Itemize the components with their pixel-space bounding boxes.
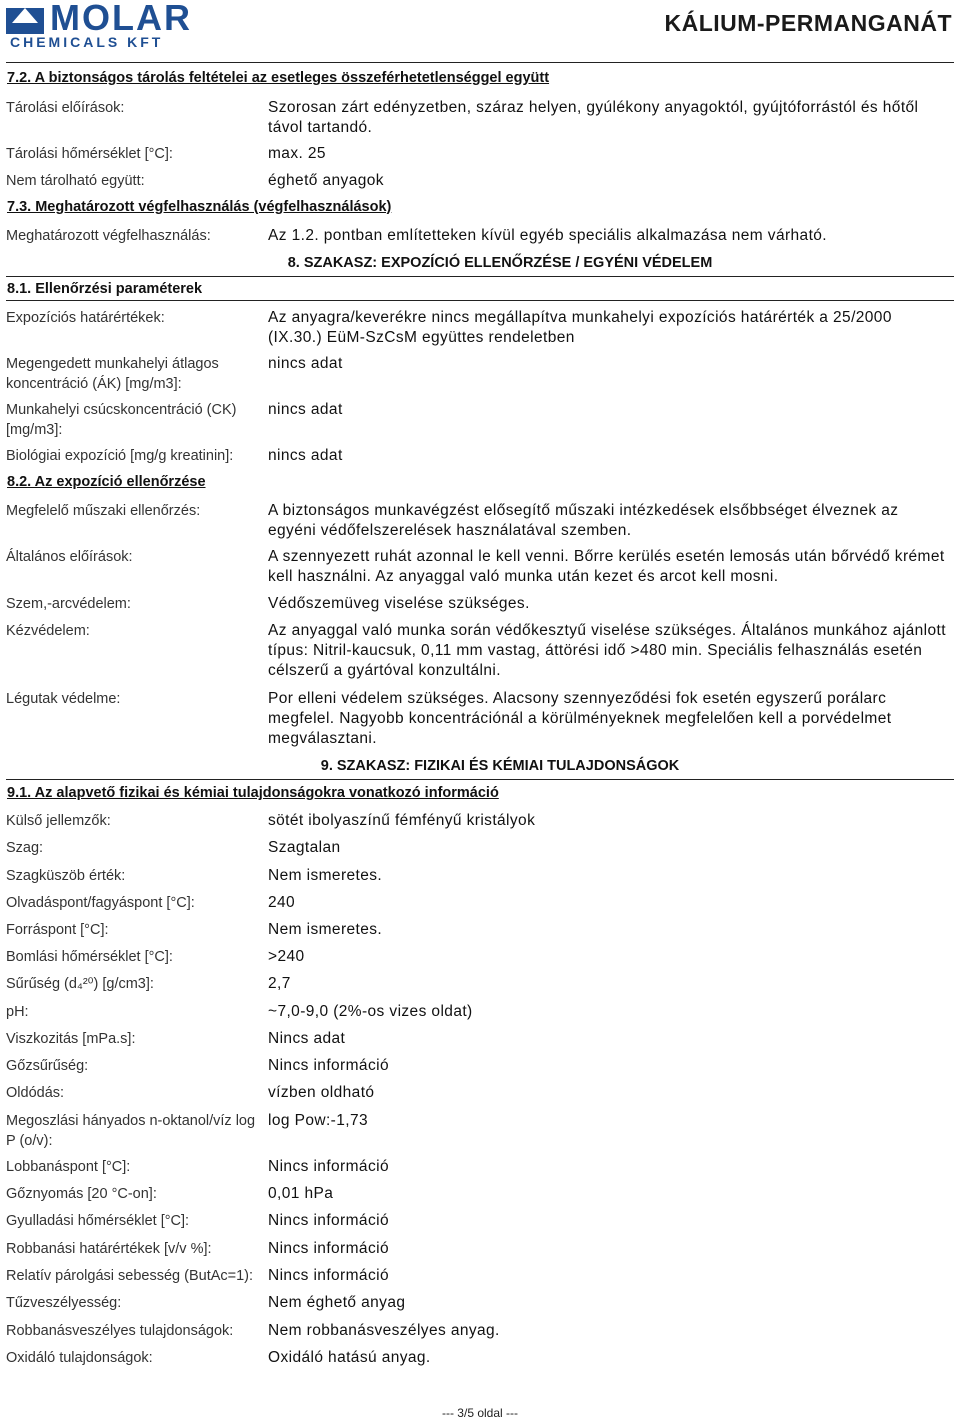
property-label: Viszkozitás [mPa.s]: (6, 1031, 136, 1047)
logo-name: MOLAR (50, 0, 192, 38)
header-divider (6, 62, 954, 63)
company-logo (6, 2, 226, 50)
section-divider (6, 276, 954, 277)
field-label: Megfelelő műszaki ellenőrzés: (6, 503, 201, 519)
field-label: Tárolási hőmérséklet [°C]: (6, 146, 173, 162)
field-label: Tárolási előírások: (6, 100, 125, 116)
section-9-title: 9. SZAKASZ: FIZIKAI ÉS KÉMIAI TULAJDONSÁGOK (320, 758, 680, 774)
field-value: A szennyezett ruhát azonnal le kell venni. Bőrre kerülés esetén lemosás után bőrvédő krémet kell használni. Az anyaggal való munka után kezet és arcot kell mosni. (268, 548, 945, 585)
property-value: ~7,0-9,0 (2%-os vizes oldat) (268, 1003, 473, 1020)
property-value: Nincs információ (268, 1240, 389, 1257)
field-label: Meghatározott végfelhasználás: (6, 228, 211, 244)
property-label: Olvadáspont/fagyáspont [°C]: (6, 895, 195, 911)
property-value: vízben oldható (268, 1084, 375, 1101)
logo-subtitle: CHEMICALS KFT (10, 34, 164, 50)
field-label: Megengedett munkahelyi átlagos koncentráció (ÁK) [mg/m3]: (6, 356, 219, 392)
property-value: Szagtalan (268, 839, 341, 856)
property-label: Sűrűség (d₄²⁰) [g/cm3]: (6, 976, 154, 992)
property-value: Nincs információ (268, 1158, 389, 1175)
property-label: Szag: (6, 840, 44, 856)
property-label: Megoszlási hányados n-oktanol/víz log P (o/v): (6, 1113, 256, 1149)
section-divider (6, 300, 954, 301)
property-label: Gőzsűrűség: (6, 1058, 89, 1074)
field-value: Az anyagra/keverékre nincs megállapítva munkahelyi expozíciós határérték a 25/2000 (IX.30.) EüM-SzCsM együttes rendeletben (268, 309, 892, 346)
property-label: Szagküszöb érték: (6, 868, 126, 884)
property-value: Nincs információ (268, 1212, 389, 1229)
field-value: A biztonságos munkavégzést elősegítő műszaki intézkedések elsőbbséget élveznek az egyéni védőfelszerelések használatával szemben. (268, 502, 899, 539)
section-8-title: 8. SZAKASZ: EXPOZÍCIÓ ELLENŐRZÉSE / EGYÉNI VÉDELEM (287, 255, 713, 271)
field-value: nincs adat (268, 401, 343, 418)
field-value: Az anyaggal való munka során védőkesztyű viselése szükséges. Általános munkához ajánlott típus: Nitril-kaucsuk, 0,11 mm vastag, áttörési idő >480 min. Speciális felhasználás esetén célszerű a gyártóval konzultálni. (268, 622, 946, 679)
field-value: Az 1.2. pontban említetteken kívül egyéb speciális alkalmazása nem várható. (268, 227, 828, 244)
field-value: Por elleni védelem szükséges. Alacsony szennyeződési fok esetén egyszerű porálarc megfelel. Nagyobb koncentrációnál a körülményeknek megfelelően kell a porvédelmet megválasztani. (268, 690, 892, 747)
property-label: Külső jellemzők: (6, 813, 111, 829)
property-value: 2,7 (268, 975, 291, 992)
page-number: --- 3/5 oldal --- (441, 1406, 518, 1420)
field-label: Munkahelyi csúcskoncentráció (CK) [mg/m3]: (6, 402, 237, 438)
field-value: Védőszemüveg viselése szükséges. (268, 595, 530, 612)
field-value: nincs adat (268, 355, 343, 372)
section-8-2-heading: 8.2. Az expozíció ellenőrzése (7, 474, 206, 490)
section-divider (6, 779, 954, 780)
field-label: Kézvédelem: (6, 623, 90, 639)
property-value: 0,01 hPa (268, 1185, 334, 1202)
property-value: Nincs adat (268, 1030, 346, 1047)
property-label: Gyulladási hőmérséklet [°C]: (6, 1213, 190, 1229)
property-value: Nem ismeretes. (268, 921, 383, 938)
property-label: Relatív párolgási sebesség (ButAc=1): (6, 1268, 254, 1284)
property-value: 240 (268, 894, 296, 911)
logo-mark-icon (6, 8, 44, 34)
section-7-2-heading: 7.2. A biztonságos tárolás feltételei az esetleges összeférhetetlenséggel együtt (7, 70, 550, 86)
property-label: Oxidáló tulajdonságok: (6, 1350, 153, 1366)
property-value: Oxidáló hatású anyag. (268, 1349, 431, 1366)
property-label: Tűzveszélyesség: (6, 1295, 122, 1311)
property-label: Robbanási határértékek [v/v %]: (6, 1241, 212, 1257)
property-value: Nem robbanásveszélyes anyag. (268, 1322, 500, 1339)
property-label: Lobbanáspont [°C]: (6, 1159, 131, 1175)
field-value: éghető anyagok (268, 172, 384, 189)
field-label: Expozíciós határértékek: (6, 310, 165, 326)
property-value: Nincs információ (268, 1267, 389, 1284)
field-label: Szem,-arcvédelem: (6, 596, 131, 612)
property-label: Forráspont [°C]: (6, 922, 109, 938)
property-label: Bomlási hőmérséklet [°C]: (6, 949, 173, 965)
property-label: Robbanásveszélyes tulajdonságok: (6, 1323, 234, 1339)
field-value: max. 25 (268, 145, 326, 162)
section-9-1-heading: 9.1. Az alapvető fizikai és kémiai tulajdonságokra vonatkozó információ (7, 785, 499, 801)
property-label: pH: (6, 1004, 29, 1020)
property-label: Oldódás: (6, 1085, 65, 1101)
section-8-1-heading: 8.1. Ellenőrzési paraméterek (7, 281, 203, 297)
field-label: Nem tárolható együtt: (6, 173, 145, 189)
property-value: log Pow:-1,73 (268, 1112, 368, 1129)
property-value: Nincs információ (268, 1057, 389, 1074)
property-value: Nem ismeretes. (268, 867, 383, 884)
property-label: Gőznyomás [20 °C-on]: (6, 1186, 157, 1202)
field-value: nincs adat (268, 447, 343, 464)
document-title: KÁLIUM-PERMANGANÁT (664, 10, 952, 36)
property-value: >240 (268, 948, 305, 965)
field-label: Légutak védelme: (6, 691, 121, 707)
property-value: sötét ibolyaszínű fémfényű kristályok (268, 812, 536, 829)
field-value: Szorosan zárt edényzetben, száraz helyen, gyúlékony anyagoktól, gyújtóforrástól és hőtől távol tartandó. (268, 99, 919, 136)
property-value: Nem éghető anyag (268, 1294, 406, 1311)
field-label: Biológiai expozíció [mg/g kreatinin]: (6, 448, 234, 464)
section-7-3-heading: 7.3. Meghatározott végfelhasználás (végfelhasználások) (7, 199, 392, 215)
field-label: Általános előírások: (6, 549, 133, 565)
